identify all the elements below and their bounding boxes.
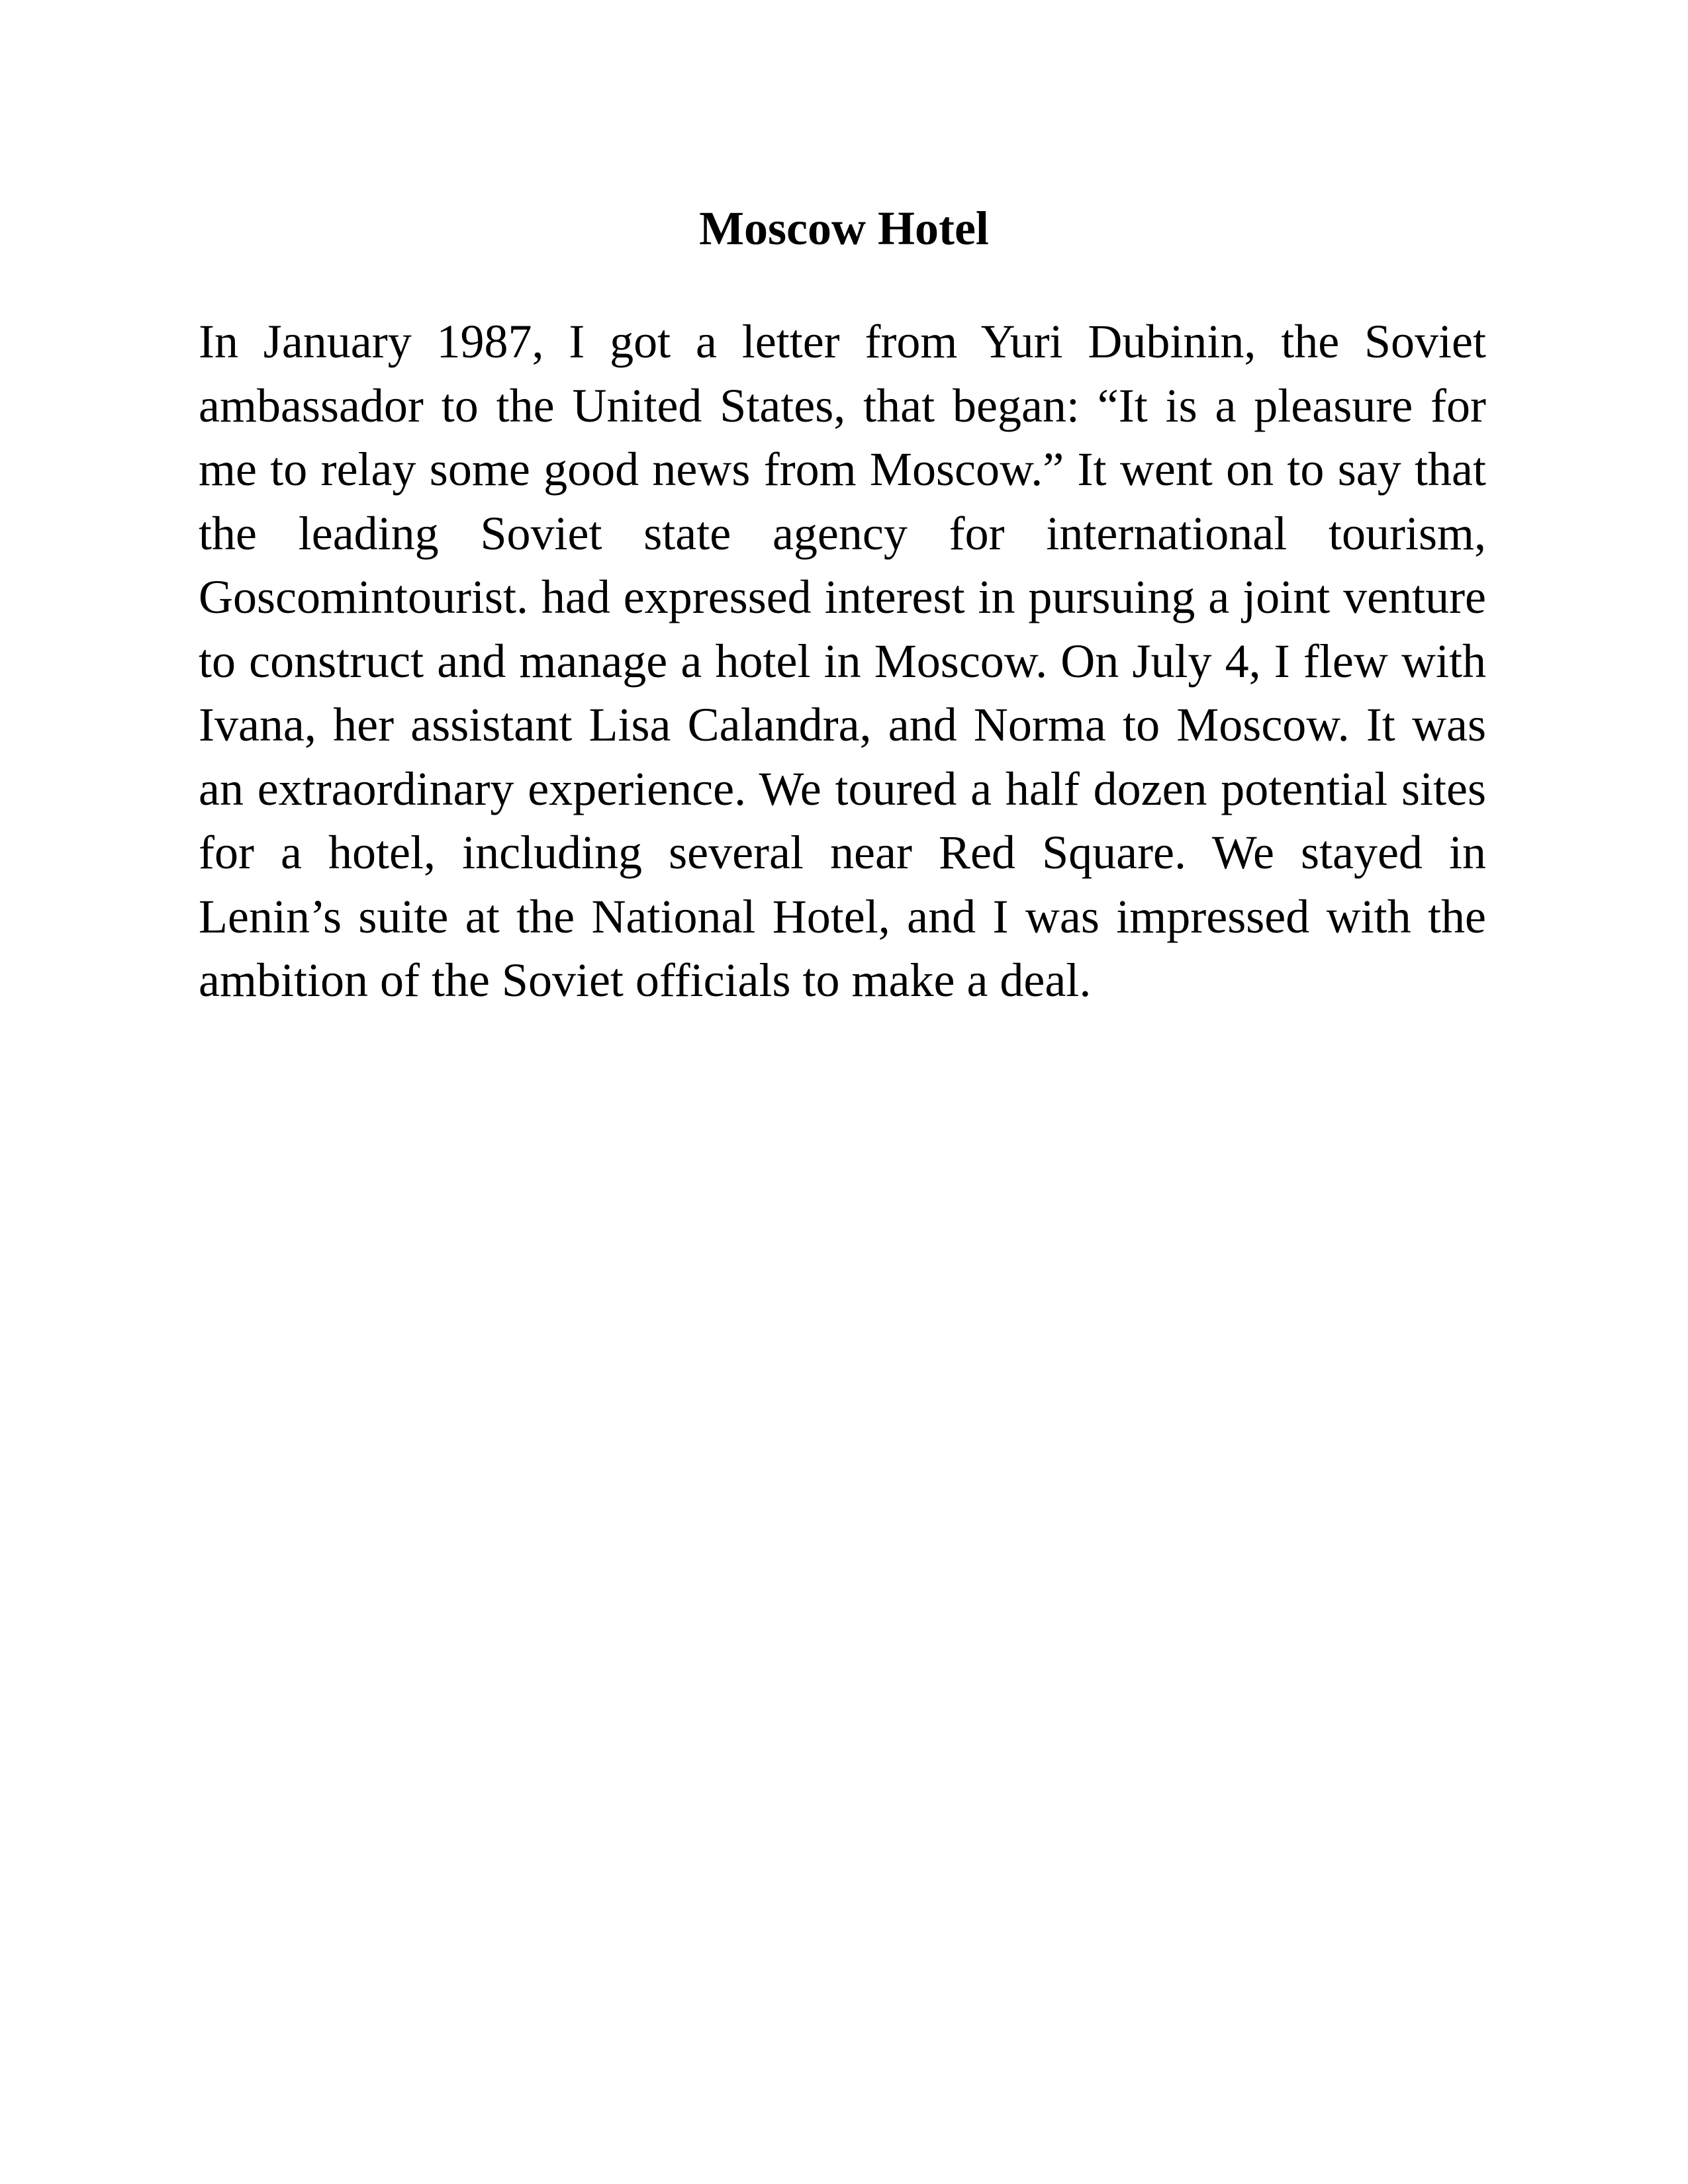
body-paragraph: In January 1987, I got a letter from Yuri Dubinin, the Soviet ambassador to the United States, that began: “It is a pleasure for me to relay some good news from Moscow.” It went on to say that the leading Soviet state agency for international tourism, Goscomintourist. had expressed interest in pursuing a joint venture to construct and manage a hotel in Moscow. On July 4, I flew with Ivana, her assistant Lisa Calandra, and Norma to Moscow. It was an extraordinary experience. We toured a half dozen potential sites for a hotel, including several near Red Square. We stayed in Lenin’s suite at the National Hotel, and I was impressed with the ambition of the Soviet officials to make a deal.	[199, 315, 1486, 1007]
page-title: Moscow Hotel	[699, 202, 989, 255]
